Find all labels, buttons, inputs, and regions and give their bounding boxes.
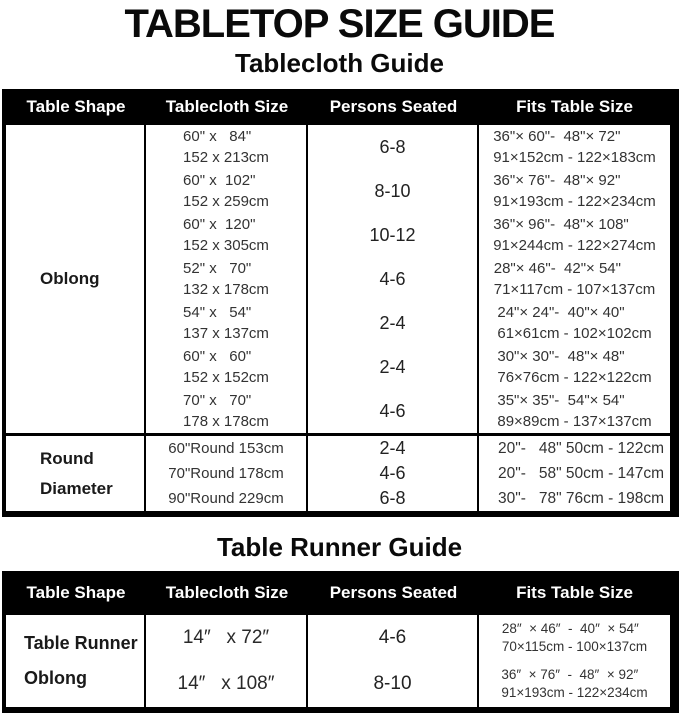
size-inches: 70" x 70" [183,392,252,409]
table-row [146,345,670,389]
size-inches: 60" x 84" [183,128,252,145]
persons-seated-cell: 10-12 [308,213,479,257]
tablecloth-size-cell: 90"Round 229cm [146,486,308,511]
oblong-section [6,125,670,433]
fits-inches: 28″ × 46″ - 40″ × 54″ [501,621,639,636]
tablecloth-size-cell [146,169,308,213]
runner-section [6,615,670,707]
table-row [146,461,670,486]
table-row [146,661,670,707]
shape-cell-round [6,436,146,511]
table-runner-label: Table Runner [24,633,138,653]
fits-cm: 76×76cm - 122×122cm [497,369,652,386]
size-cm: 152 x 259cm [183,193,269,210]
runner-guide-title: Table Runner Guide [216,532,463,562]
persons-seated-cell: 2-4 [308,345,479,389]
table-row [146,486,670,511]
fits-cm: 89×89cm - 137×137cm [497,413,652,430]
table-row [146,436,670,461]
col-header-tablecloth-size: Tablecloth Size [165,583,289,602]
diameter-label: Diameter [40,478,113,498]
table-row [146,389,670,433]
persons-seated-cell: 8-10 [308,169,479,213]
persons-seated-cell: 2-4 [308,301,479,345]
tablecloth-size-cell [146,301,308,345]
fits-table-size-cell [479,213,670,257]
fits-cm: 91×244cm - 122×274cm [493,237,656,254]
oblong-label: Oblong [24,668,87,688]
size-cm: 152 x 305cm [183,237,269,254]
table-row [146,213,670,257]
persons-seated-cell: 4-6 [308,257,479,301]
fits-inches: 30"× 30"- 48"× 48" [497,348,625,365]
fits-cm: 61×61cm - 102×102cm [497,325,652,342]
tablecloth-size-cell [146,389,308,433]
fits-table-size-cell: 20"- 48" 50cm - 122cm [498,439,665,457]
fits-table-size-cell [479,257,670,301]
oblong-label: Oblong [40,269,100,288]
persons-seated-cell: 4-6 [308,389,479,433]
fits-cm: 71×117cm - 107×137cm [493,281,656,298]
page-title: TABLETOP SIZE GUIDE [124,2,555,46]
table-row [146,257,670,301]
col-header-table-shape: Table Shape [26,583,126,602]
persons-seated-cell: 8-10 [308,661,479,707]
col-header-table-shape: Table Shape [26,97,126,116]
tablecloth-table-header [6,89,670,125]
fits-inches: 35"× 35"- 54"× 54" [497,392,625,409]
tablecloth-table [2,89,679,517]
shape-cell-runner [6,615,146,707]
tablecloth-size-cell: 70"Round 178cm [146,461,308,486]
size-cm: 152 x 152cm [183,369,269,386]
tablecloth-guide-title: Tablecloth Guide [235,48,444,78]
persons-seated-cell: 4-6 [308,461,479,486]
col-header-fits-table-size: Fits Table Size [516,97,633,116]
tablecloth-size-cell [146,125,308,169]
tablecloth-size-cell [146,345,308,389]
tablecloth-size-cell [146,213,308,257]
table-row [146,615,670,661]
fits-table-size-cell [479,389,670,433]
size-inches: 60" x 102" [183,172,256,189]
table-row [146,169,670,213]
tablecloth-size-cell [146,257,308,301]
col-header-tablecloth-size: Tablecloth Size [165,97,289,116]
fits-table-size-cell [479,169,670,213]
fits-table-size-cell [479,345,670,389]
size-cm: 132 x 178cm [183,281,269,298]
size-inches: 54" x 54" [183,304,252,321]
fits-cm: 70×115cm - 100×137cm [501,639,648,654]
fits-cm: 91×193cm - 122×234cm [493,193,656,210]
table-runner-table [2,571,679,713]
fits-table-size-cell [479,301,670,345]
fits-inches: 28"× 46"- 42"× 54" [493,260,621,277]
round-section [6,433,670,511]
fits-inches: 36"× 60"- 48"× 72" [493,128,621,145]
shape-cell-oblong [6,125,146,433]
table-row [146,125,670,169]
fits-table-size-cell [479,615,670,661]
runner-size-cell: 14″ x 108″ [146,661,308,707]
table-row [146,301,670,345]
fits-table-size-cell [479,125,670,169]
persons-seated-cell: 2-4 [308,436,479,461]
col-header-persons-seated: Persons Seated [329,97,458,116]
round-label: Round [40,448,94,468]
size-inches: 60" x 60" [183,348,252,365]
fits-inches: 36"× 76"- 48"× 92" [493,172,621,189]
fits-table-size-cell: 30"- 78" 76cm - 198cm [498,489,665,507]
size-cm: 178 x 178cm [183,413,269,430]
col-header-persons-seated: Persons Seated [329,583,458,602]
fits-inches: 36"× 96"- 48"× 108" [493,216,629,233]
persons-seated-cell: 4-6 [308,615,479,661]
runner-size-cell: 14″ x 72″ [146,615,308,661]
fits-table-size-cell: 20"- 58" 50cm - 147cm [498,464,665,482]
persons-seated-cell: 6-8 [308,125,479,169]
runner-table-header [6,571,670,615]
persons-seated-cell: 6-8 [308,486,479,511]
tablecloth-size-cell: 60"Round 153cm [146,436,308,461]
fits-cm: 91×193cm - 122×234cm [501,685,648,700]
fits-inches: 24"× 24"- 40"× 40" [497,304,625,321]
size-cm: 152 x 213cm [183,149,269,166]
size-cm: 137 x 137cm [183,325,269,342]
size-inches: 52" x 70" [183,260,252,277]
col-header-fits-table-size: Fits Table Size [516,583,633,602]
fits-cm: 91×152cm - 122×183cm [493,149,656,166]
fits-table-size-cell [479,661,670,707]
size-inches: 60" x 120" [183,216,256,233]
fits-inches: 36″ × 76″ - 48″ × 92″ [501,667,639,682]
